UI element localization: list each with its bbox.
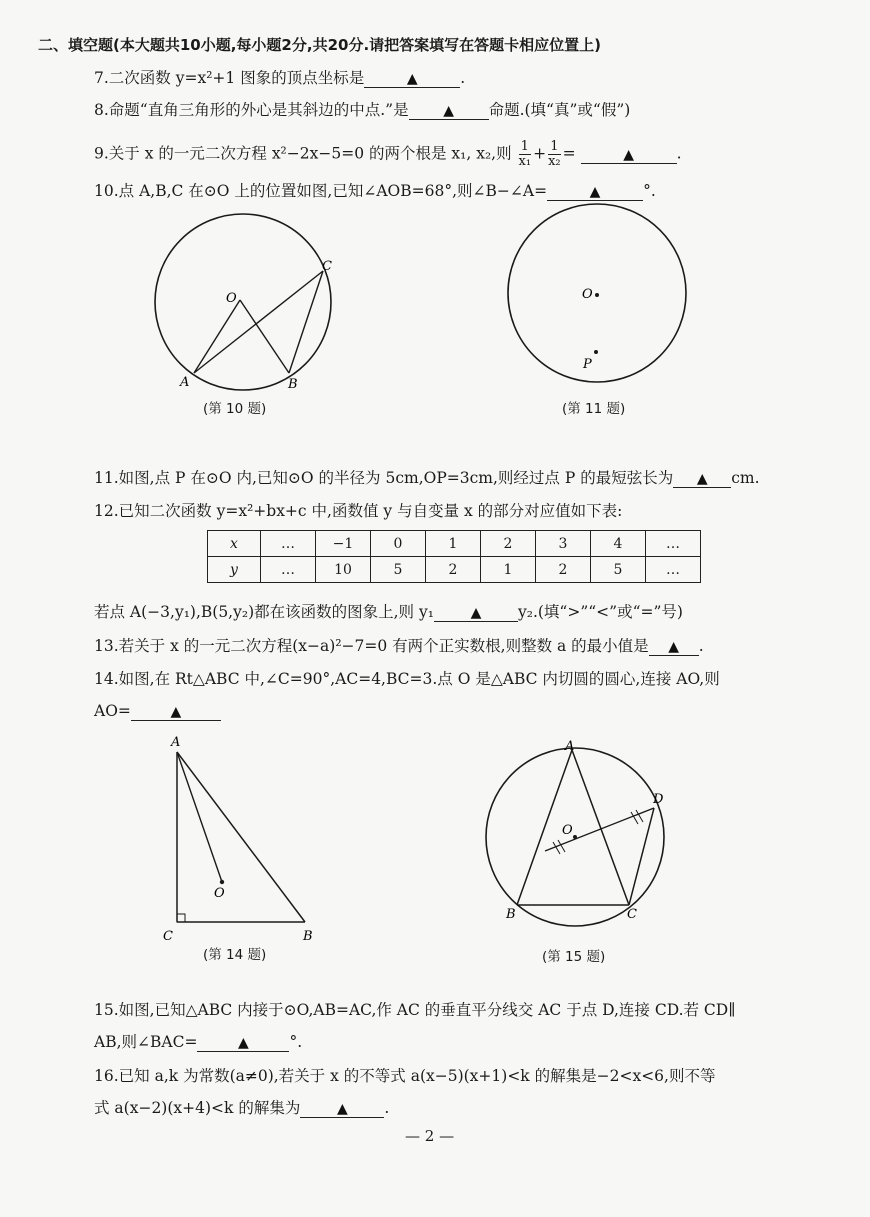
table-row-y: y … 10 5 2 1 2 5 … [208,557,701,583]
question-12-line2: 若点 A(−3,y₁),B(5,y₂)都在该函数的图象上,则 y₁ ▲ y₂.(填“>”“<”或“=”号) [94,603,683,621]
question-number: 15. [94,1001,119,1019]
question-14-line2: AO= ▲ [94,700,830,722]
question-text: 命题“直角三角形的外心是其斜边的中点.”是 [108,101,409,119]
triangle-marker-icon: ▲ [470,605,482,621]
table-row-x: x … −1 0 1 2 3 4 … [208,531,701,557]
question-number: 13. [94,637,119,655]
label-b: B [506,907,516,922]
triangle-marker-icon: ▲ [238,1035,249,1051]
fraction-1: $\frac{1}{\text{x₁}}$ [518,139,532,169]
question-14 [94,668,830,690]
question-number: 16. [94,1067,119,1085]
figure-15 [486,739,664,926]
caption-fig14: (第 14 题) [203,947,267,963]
question-text: 如图,在 Rt△ABC 中,∠C=90°,AC=4,BC=3.点 O 是△ABC 内切圆的圆心,连接 AO,则 [118,670,720,688]
right-angle-mark [177,914,185,922]
label-a: A [180,375,190,390]
caption-fig15: (第 15 题) [542,949,606,965]
question-text: 若关于 x 的一元二次方程(x−a)²−7=0 有两个正实数根,则整数 a 的最小值是 [118,637,649,655]
question-9: 9.关于 x 的一元二次方程 x²−2x−5=0 的两个根是 x₁, x₂,则 $\frac{1}{\text{x₁}}$ + $\frac{1}{\text{x₂}}$ = ▲ . [94,139,682,169]
question-number: 11. [94,469,119,487]
triangle-marker-icon: ▲ [589,184,601,200]
answer-blank[interactable] [197,1033,289,1052]
question-number: 14. [94,670,119,688]
triangle-marker-icon: ▲ [623,146,634,163]
triangle-marker-icon: ▲ [406,71,418,87]
question-7: 7.二次函数 y=x²+1 图象的顶点坐标是 ▲ . [94,69,466,87]
triangle-marker-icon: ▲ [336,1101,348,1117]
label-d: D [653,792,664,807]
question-11: 11.如图,点 P 在⊙O 内,已知⊙O 的半径为 5cm,OP=3cm,则经过点 P 的最短弦长为 ▲ cm. [94,469,760,487]
question-15 [94,999,830,1021]
answer-blank[interactable] [649,637,699,656]
question-text: 已知 a,k 为常数(a≠0),若关于 x 的不等式 a(x−5)(x+1)<k 的解集是−2<x<6,则不等 [118,1067,716,1085]
question-text: 点 A,B,C 在⊙O 上的位置如图,已知∠AOB=68°,则∠B−∠A= [118,182,548,200]
segment-bc [289,271,323,373]
figure-11 [508,204,686,382]
point-o [220,880,224,884]
caption-fig10: (第 10 题) [203,401,267,417]
label-a: A [171,735,181,750]
question-text: 如图,已知△ABC 内接于⊙O,AB=AC,作 AC 的垂直平分线交 AC 于点 D,连接 CD.若 CD∥ [118,1001,736,1019]
figure-14 [163,735,313,944]
point-p [594,350,598,354]
figure-10 [155,214,332,392]
label-b: B [288,377,298,392]
question-15-line2: AB,则∠BAC= ▲ °. [94,1033,303,1051]
value-table [207,530,701,583]
section-title: 二、填空题(本大题共10小题,每小题2分,共20分.请把答案填写在答题卡相应位置上) [38,36,601,54]
question-text: 如图,点 P 在⊙O 内,已知⊙O 的半径为 5cm,OP=3cm,则经过点 P 的最短弦长为 [118,469,674,487]
segment-ob [240,300,289,373]
answer-blank[interactable] [300,1099,384,1118]
question-16 [94,1065,830,1087]
triangle-marker-icon: ▲ [443,103,454,119]
question-number: 12. [94,502,119,520]
point-o [595,293,599,297]
question-10: 10.点 A,B,C 在⊙O 上的位置如图,已知∠AOB=68°,则∠B−∠A= ▲ °. [94,182,656,200]
segment-ac [194,271,323,373]
question-number: 7. [94,69,109,87]
label-o: O [582,287,593,302]
question-text: 已知二次函数 y=x²+bx+c 中,函数值 y 与自变量 x 的部分对应值如下表: [118,502,623,520]
question-number: 10. [94,182,119,200]
question-8: 8.命题“直角三角形的外心是其斜边的中点.”是 ▲ 命题.(填“真”或“假”) [94,101,631,119]
label-a: A [565,739,575,754]
label-b: B [303,929,313,944]
triangle-marker-icon: ▲ [668,639,680,655]
segment-cd [629,808,654,905]
label-c: C [627,907,637,922]
triangle-marker-icon: ▲ [696,471,708,487]
question-text: 二次函数 y=x²+1 图象的顶点坐标是 [108,69,365,87]
label-o: O [562,823,573,838]
label-p: P [583,357,592,372]
question-text: 关于 x 的一元二次方程 x²−2x−5=0 的两个根是 x₁, x₂,则 [108,144,512,163]
question-12 [94,500,830,522]
segment-ac [572,750,629,905]
segment-ab [177,752,305,922]
caption-fig11: (第 11 题) [562,401,626,417]
label-c: C [163,929,173,944]
segment-oa [194,300,240,373]
question-number: 8. [94,101,109,119]
question-16-line2: 式 a(x−2)(x+4)<k 的解集为 ▲ . [94,1099,390,1117]
answer-blank[interactable] [673,469,731,488]
triangle-marker-icon: ▲ [170,704,182,720]
answer-blank[interactable] [131,702,221,721]
segment-ao [177,752,222,882]
circle-o [155,214,331,390]
label-c: C [322,259,332,274]
question-13: 13.若关于 x 的一元二次方程(x−a)²−7=0 有两个正实数根,则整数 a 的最小值是 ▲ . [94,637,704,655]
question-number: 9. [94,144,109,163]
point-o [573,835,577,839]
label-o: O [214,886,225,901]
page-number: — 2 — [405,1127,455,1145]
fraction-2: $\frac{1}{\text{x₂}}$ [548,139,561,169]
label-o: O [226,291,237,306]
answer-blank[interactable] [434,603,518,622]
